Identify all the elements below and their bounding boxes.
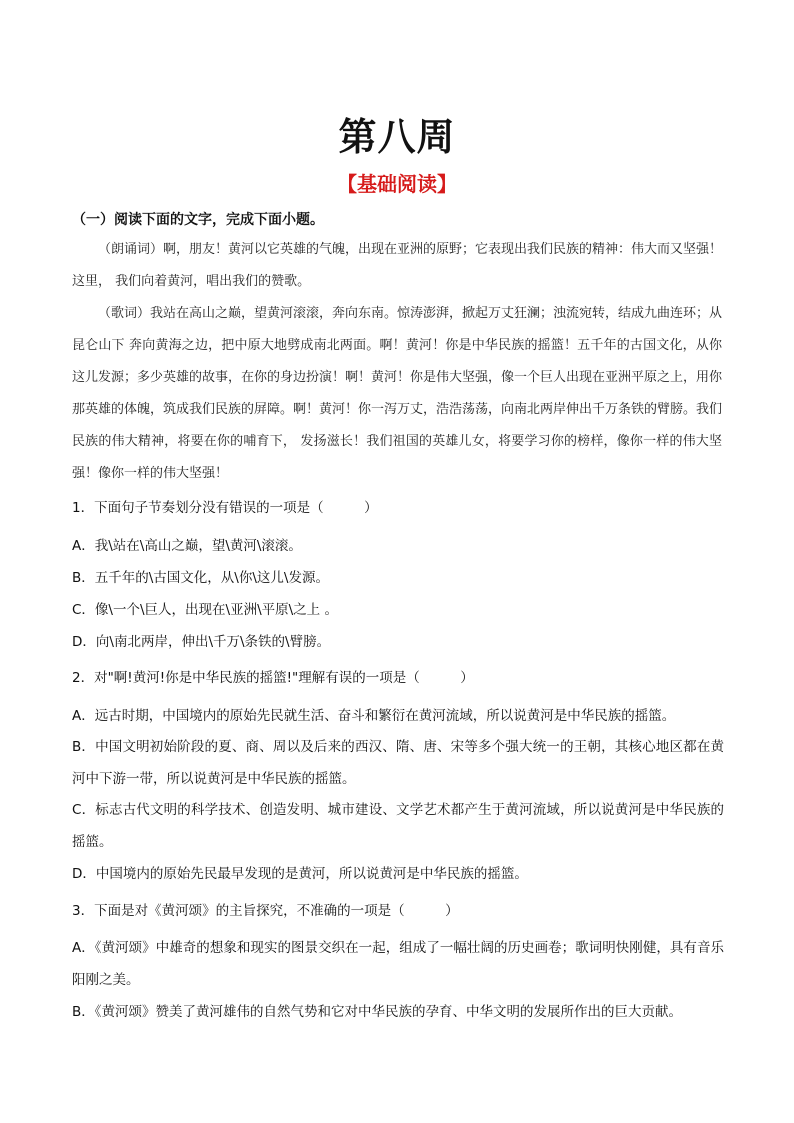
question-1-option-c: C．像\一个\巨人，出现在\亚洲\平原\之上 。 [72,602,338,618]
question-2-option-a: A．远古时期，中国境内的原始先民就生活、奋斗和繁衍在黄河流域，所以说黄河是中华民族的摇篮。 [72,708,676,724]
question-1-option-d: D．向\南北两岸，伸出\千万\条铁的\臂膀。 [72,634,331,650]
question-2-option-d: D．中国境内的原始先民最早发现的是黄河，所以说黄河是中华民族的摇篮。 [72,866,528,882]
question-3-stem: 3．下面是对《黄河颂》的主旨探究，不准确的一项是（ ） [72,903,459,919]
question-2-stem: 2．对"啊!黄河!你是中华民族的摇篮!"理解有误的一项是（ ） [72,670,474,686]
question-1-option-b: B．五千年的\古国文化，从\你\这儿\发源。 [72,570,329,586]
question-3-option-a: A．《黄河颂》中雄奇的想象和现实的图景交织在一起，组成了一幅壮阔的历史画卷；歌词明快刚健，具有音乐阳刚之美。 [72,940,724,988]
passage-paragraph: （朗诵词）啊，朋友！黄河以它英雄的气魄，出现在亚洲的原野；它表现出我们民族的精神：伟大而又坚强！这里， 我们向着黄河，唱出我们的赞歌。 [72,242,723,289]
page-title: 第八周 [338,115,456,159]
passage-paragraph: （歌词）我站在高山之巅，望黄河滚滚，奔向东南。惊涛澎湃，掀起万丈狂澜；浊流宛转，结成九曲连环；从昆仑山下 奔向黄海之边，把中原大地劈成南北两面。啊！黄河！你是中华民族的摇篮！五千年的古国文化，从你这儿发源；多少英雄的故事，在你的身边扮演！啊！黄河！你是伟大坚强，像一个巨人出现在亚洲平原之上，用你那英雄的体魄，筑成我们民族的屏障。啊！黄河！你一泻万丈，浩浩荡荡，向南北两岸伸出千万条铁的臂膀。我们民族的伟大精神，将要在你的哺育下， 发扬滋长！我们祖国的英雄儿女，将要学习你的榜样，像你一样的伟大坚强！像你一样的伟大坚强！ [72,306,723,481]
question-1-stem: 1．下面句子节奏划分没有错误的一项是（ ） [72,500,378,516]
question-2-option-b: B．中国文明初始阶段的夏、商、周以及后来的西汉、隋、唐、宋等多个强大统一的王朝，其核心地区都在黄河中下游一带，所以说黄河是中华民族的摇篮。 [72,739,724,787]
question-1-option-a: A．我\站在\高山之巅，望\黄河\滚滚。 [72,538,302,554]
section-title: 【基础阅读】 [337,172,457,196]
reading-instruction: （一）阅读下面的文字，完成下面小题。 [72,212,324,228]
question-3-option-b: B．《黄河颂》赞美了黄河雄伟的自然气势和它对中华民族的孕育、中华文明的发展所作出的巨大贡献。 [72,1004,683,1020]
question-2-option-c: C．标志古代文明的科学技术、创造发明、城市建设、文学艺术都产生于黄河流域，所以说黄河是中华民族的摇篮。 [72,802,724,850]
